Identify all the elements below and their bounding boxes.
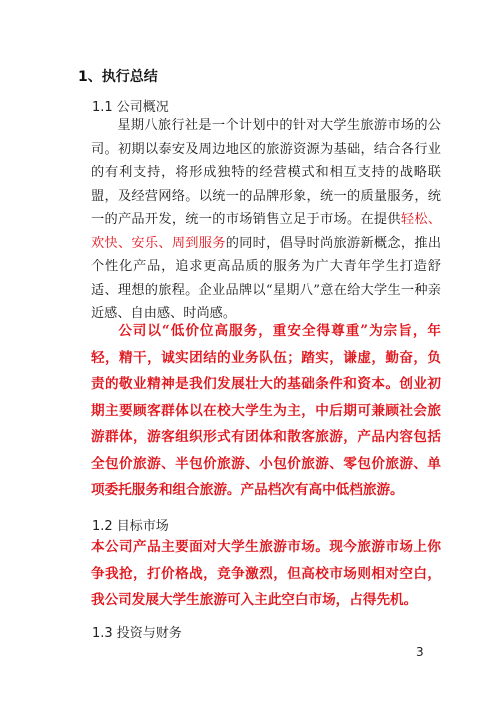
page-number: 3 <box>416 645 424 659</box>
section-heading: 1、执行总结 <box>78 69 158 85</box>
company-mission-paragraph: 公司以“低价位高服务，重安全得尊重”为宗旨，年轻，精干，诚实团结的业务队伍；踏实，谦虚，勤奋，负责的敬业精神是我们发展壮大的基础条件和资本。创业初期主要顾客群体以在校大学生为主，中后期可兼顾社会旅游群体，游客组织形式有团体和散客旅游，产品内容包括全包价旅游、半包价旅游、小包价旅游、零包价旅游、单项委托服务和组合旅游。产品档次有高中低档旅游。 <box>91 323 441 498</box>
subsection-heading-target-market: 1.2 目标市场 <box>92 519 169 534</box>
company-overview-paragraph <box>91 114 441 326</box>
target-market-paragraph: 本公司产品主要面对大学生旅游市场。现今旅游市场上你争我抢，打价格战，竞争激烈，但高校市场则相对空白，我公司发展大学生旅游可入主此空白市场，占得先机。 <box>91 539 441 608</box>
subsection-heading-overview: 1.1 公司概况 <box>92 100 169 115</box>
overview-text-part-1: 星期八旅行社是一个计划中的针对大学生旅游市场的公司。初期以泰安及周边地区的旅游资源为基础，结合各行业的有利支持，将形成独特的经营模式和相互支持的战略联盟，及经营网络。以统一的品牌形象，统一的质量服务，统一的产品开发，统一的市场销售立足于市场。在提供 <box>91 118 441 227</box>
overview-highlight-text: 轻松、欢快、安乐、周到服务 <box>91 212 442 251</box>
subsection-heading-investment-finance: 1.3 投资与财务 <box>92 626 182 641</box>
overview-text-part-2: 的同时，倡导时尚旅游新概念，推出个性化产品，追求更高品质的服务为广大青年学生打造舒适、理想的旅程。企业品牌以“星期八”意在给大学生一种亲近感、自由感、时尚感。 <box>91 235 442 321</box>
